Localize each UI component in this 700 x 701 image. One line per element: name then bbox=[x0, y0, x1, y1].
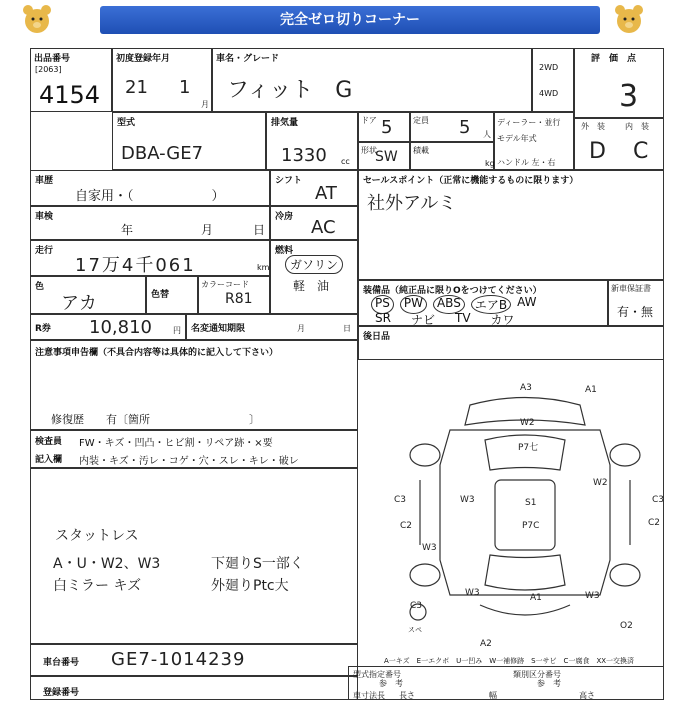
score-int: C bbox=[633, 139, 649, 164]
door-value: 5 bbox=[381, 117, 393, 138]
mark-w2-top: W2 bbox=[520, 418, 535, 428]
notes-repair: 修復歴 有〔箇所 〕 bbox=[51, 413, 260, 426]
equip-navi: ナビ bbox=[410, 313, 435, 327]
right-bear-logo bbox=[612, 2, 646, 40]
mark-a2: A2 bbox=[480, 639, 492, 649]
color-value: アカ bbox=[61, 293, 97, 314]
vin-label: 車台番号 bbox=[43, 658, 80, 668]
notes-label: 注意事項申告欄（不具合内容等は具体的に記入して下さい） bbox=[35, 348, 279, 358]
reg-label: 初度登録年月 bbox=[116, 54, 171, 64]
model-cell bbox=[112, 112, 266, 170]
mark-a1-bottom: A1 bbox=[530, 593, 542, 603]
drive-4wd: 4WD bbox=[539, 89, 559, 98]
mark-w3-left2: W3 bbox=[422, 543, 437, 553]
color-cell bbox=[30, 276, 146, 314]
mark-w3-bottom: W3 bbox=[465, 588, 480, 598]
inspect-year: 年 bbox=[121, 223, 134, 237]
record-items: 内装・キズ・汚レ・コゲ・穴・スレ・キレ・破レ bbox=[79, 456, 299, 467]
usage-value: 自家用・（ ） bbox=[75, 189, 225, 204]
remarks-cell bbox=[30, 468, 358, 644]
rear-cell bbox=[358, 326, 664, 360]
mark-p7-top: P7七 bbox=[518, 443, 539, 453]
rear-label: 後日品 bbox=[363, 332, 391, 342]
equip-sr: SR bbox=[375, 311, 391, 325]
mileage-unit: km bbox=[257, 263, 270, 272]
body-label: 形状 bbox=[361, 146, 377, 155]
color-code-label: カラーコード bbox=[201, 280, 249, 289]
inspect-label: 車検 bbox=[35, 212, 54, 222]
sales-label: セールスポイント（正常に機能するものに限ります） bbox=[363, 176, 579, 186]
dealer-handle: ハンドル 左・右 bbox=[497, 158, 556, 167]
score-int-label: 内 装 bbox=[625, 122, 649, 131]
lot-label: 出品番号 bbox=[34, 54, 71, 64]
spec-table bbox=[348, 666, 664, 700]
recycle-unit: 円 bbox=[173, 326, 181, 335]
mark-a3: A3 bbox=[520, 383, 532, 393]
shift-value: AT bbox=[315, 183, 337, 204]
color-code-cell bbox=[198, 276, 270, 314]
disp-label: 排気量 bbox=[271, 118, 299, 128]
load-label: 積載 bbox=[413, 146, 429, 155]
remark-5: 外廻りPtc大 bbox=[211, 578, 289, 594]
cap-unit: 人 bbox=[483, 130, 491, 139]
equip-tv: TV bbox=[454, 311, 471, 325]
lot-number: 4154 bbox=[39, 81, 101, 109]
legend: A一キズ E一エクボ U一凹み W一補修跡 S一サビ C一腐食 XX一交換済 bbox=[384, 657, 635, 665]
inspect-day: 日 bbox=[253, 223, 266, 237]
name-label: 車名・グレード bbox=[216, 54, 280, 64]
cap-cell bbox=[410, 112, 494, 142]
usage-cell bbox=[30, 170, 270, 206]
equip-abs: ABS bbox=[433, 295, 465, 314]
shift-label: シフト bbox=[275, 176, 303, 186]
reg-year: 21 bbox=[125, 77, 148, 98]
mark-w3-right: W3 bbox=[585, 591, 600, 601]
door-label: ドア bbox=[361, 116, 377, 125]
record-label: 記入欄 bbox=[35, 455, 63, 465]
cap-value: 5 bbox=[459, 117, 471, 138]
sales-value: 社外アルミ bbox=[367, 193, 457, 214]
cap-label: 定員 bbox=[413, 116, 429, 125]
notes-cell bbox=[30, 340, 358, 430]
equip-pw: PW bbox=[400, 295, 427, 314]
inspect-month: 月 bbox=[201, 223, 214, 237]
regnum-label: 登録番号 bbox=[43, 688, 80, 698]
model-label: 型式 bbox=[117, 118, 136, 128]
ac-value: AC bbox=[311, 217, 336, 238]
reg-cell bbox=[112, 48, 212, 112]
type-label: 型式指定番号 bbox=[353, 670, 401, 679]
disp-unit: cc bbox=[341, 157, 350, 166]
mileage-value: 17万4千061 bbox=[75, 255, 196, 276]
score-ext-int bbox=[574, 118, 664, 170]
mark-c3-right: C3 bbox=[652, 495, 665, 505]
transfer-label: 名変通知期限 bbox=[191, 324, 246, 334]
body-value: SW bbox=[375, 149, 398, 165]
mark-p7c: P7C bbox=[522, 521, 540, 531]
new-warranty-value: 有・無 bbox=[617, 305, 654, 319]
dealer-label: ディーラー・並行 bbox=[497, 118, 561, 127]
cat-label: 類別区分番号 bbox=[513, 670, 561, 679]
hei-label: 高さ bbox=[579, 691, 595, 700]
transfer-cell bbox=[186, 314, 358, 340]
color-code: R81 bbox=[225, 291, 253, 307]
wid-label: 幅 bbox=[489, 691, 497, 700]
banner-title: 完全ゼロ切りコーナー bbox=[100, 6, 600, 34]
remark-4: 下廻りS一部く bbox=[211, 556, 304, 572]
drive-cell bbox=[532, 48, 574, 112]
mark-w3-left: W3 bbox=[460, 495, 475, 505]
mileage-cell bbox=[30, 240, 270, 276]
recycle-value: 10,810 bbox=[89, 317, 152, 338]
lot-sub: [2063] bbox=[35, 65, 62, 74]
inspector-items: FW・キズ・凹凸・ヒビ割・リペア跡・×要 bbox=[79, 438, 273, 449]
ac-cell bbox=[270, 206, 358, 240]
load-unit: kg bbox=[485, 159, 495, 168]
equip-airbag: エアB bbox=[471, 295, 511, 314]
mark-mirror-label: スペ bbox=[408, 626, 422, 634]
reg-month-unit: 月 bbox=[201, 100, 209, 109]
mileage-label: 走行 bbox=[35, 246, 54, 256]
ac-label: 冷房 bbox=[275, 212, 294, 222]
disp-value: 1330 bbox=[281, 145, 327, 166]
new-warranty-cell bbox=[608, 280, 664, 326]
color-change-cell bbox=[146, 276, 198, 314]
equip-aw: AW bbox=[517, 295, 537, 309]
mark-s1: S1 bbox=[525, 498, 537, 508]
disp-cell bbox=[266, 112, 358, 170]
equip-ps: PS bbox=[371, 295, 394, 314]
left-bear-logo bbox=[20, 2, 54, 40]
fuel-value: ガソリン bbox=[285, 255, 343, 274]
transfer-month: 月 bbox=[297, 324, 305, 333]
score-cell bbox=[574, 48, 664, 118]
color-label: 色 bbox=[35, 282, 45, 292]
color-change-label: 色替 bbox=[151, 290, 170, 300]
mark-c2-right: C2 bbox=[648, 518, 661, 528]
remark-2: A・U・W2、W3 bbox=[53, 556, 161, 572]
recycle-label: R券 bbox=[35, 324, 51, 334]
fuel-label: 燃料 bbox=[275, 246, 294, 256]
inspect-cell bbox=[30, 206, 270, 240]
equip-label: 装備品（純正品に限りOをつけてください） bbox=[363, 286, 542, 296]
mark-c2-left: C2 bbox=[400, 521, 413, 531]
fuel-cell bbox=[270, 240, 358, 314]
score-ext-label: 外 装 bbox=[581, 122, 605, 131]
vin-cell bbox=[30, 644, 358, 676]
score-ext: D bbox=[589, 139, 606, 164]
score-value: 3 bbox=[619, 79, 639, 114]
ref-1: 参 考 bbox=[379, 679, 403, 688]
sales-cell bbox=[358, 170, 664, 280]
name-cell bbox=[212, 48, 532, 112]
vin-value: GE7-1014239 bbox=[111, 649, 246, 670]
ref-2: 参 考 bbox=[537, 679, 561, 688]
mark-c3-left: C3 bbox=[394, 495, 407, 505]
fuel-alt: 軽 油 bbox=[293, 279, 330, 293]
car-diagram-svg bbox=[380, 370, 670, 649]
load-cell bbox=[410, 142, 494, 170]
dealer-cell bbox=[494, 112, 574, 170]
len-label: 長さ bbox=[399, 691, 415, 700]
equip-leather: カワ bbox=[490, 313, 515, 327]
name-value: フィット G bbox=[227, 78, 353, 103]
score-label: 評 価 点 bbox=[591, 54, 637, 64]
mark-c3-mirror: C3 bbox=[410, 601, 423, 611]
shift-cell bbox=[270, 170, 358, 206]
mark-o2: O2 bbox=[620, 621, 633, 631]
inspector-label: 検査員 bbox=[35, 437, 63, 447]
usage-label: 車歴 bbox=[35, 176, 54, 186]
size-label: 車寸法長 bbox=[353, 691, 385, 700]
equip-cell bbox=[358, 280, 608, 326]
remark-3: 白ミラー キズ bbox=[53, 578, 142, 594]
door-cell bbox=[358, 112, 410, 142]
inspector-cell bbox=[30, 430, 358, 468]
lot-cell bbox=[30, 48, 112, 112]
transfer-day: 日 bbox=[343, 324, 351, 333]
new-warranty-label: 新車保証書 bbox=[611, 284, 651, 293]
regnum-cell bbox=[30, 676, 358, 700]
model-value: DBA-GE7 bbox=[121, 143, 204, 164]
drive-2wd: 2WD bbox=[539, 63, 559, 72]
body-cell bbox=[358, 142, 410, 170]
dealer-model-year: モデル年式 bbox=[497, 134, 537, 143]
reg-month: 1 bbox=[179, 77, 191, 98]
recycle-cell bbox=[30, 314, 186, 340]
car-diagram bbox=[380, 370, 670, 649]
mark-a1-top: A1 bbox=[585, 385, 597, 395]
mark-w2-right: W2 bbox=[593, 478, 608, 488]
remark-1: スタットレス bbox=[55, 528, 139, 544]
